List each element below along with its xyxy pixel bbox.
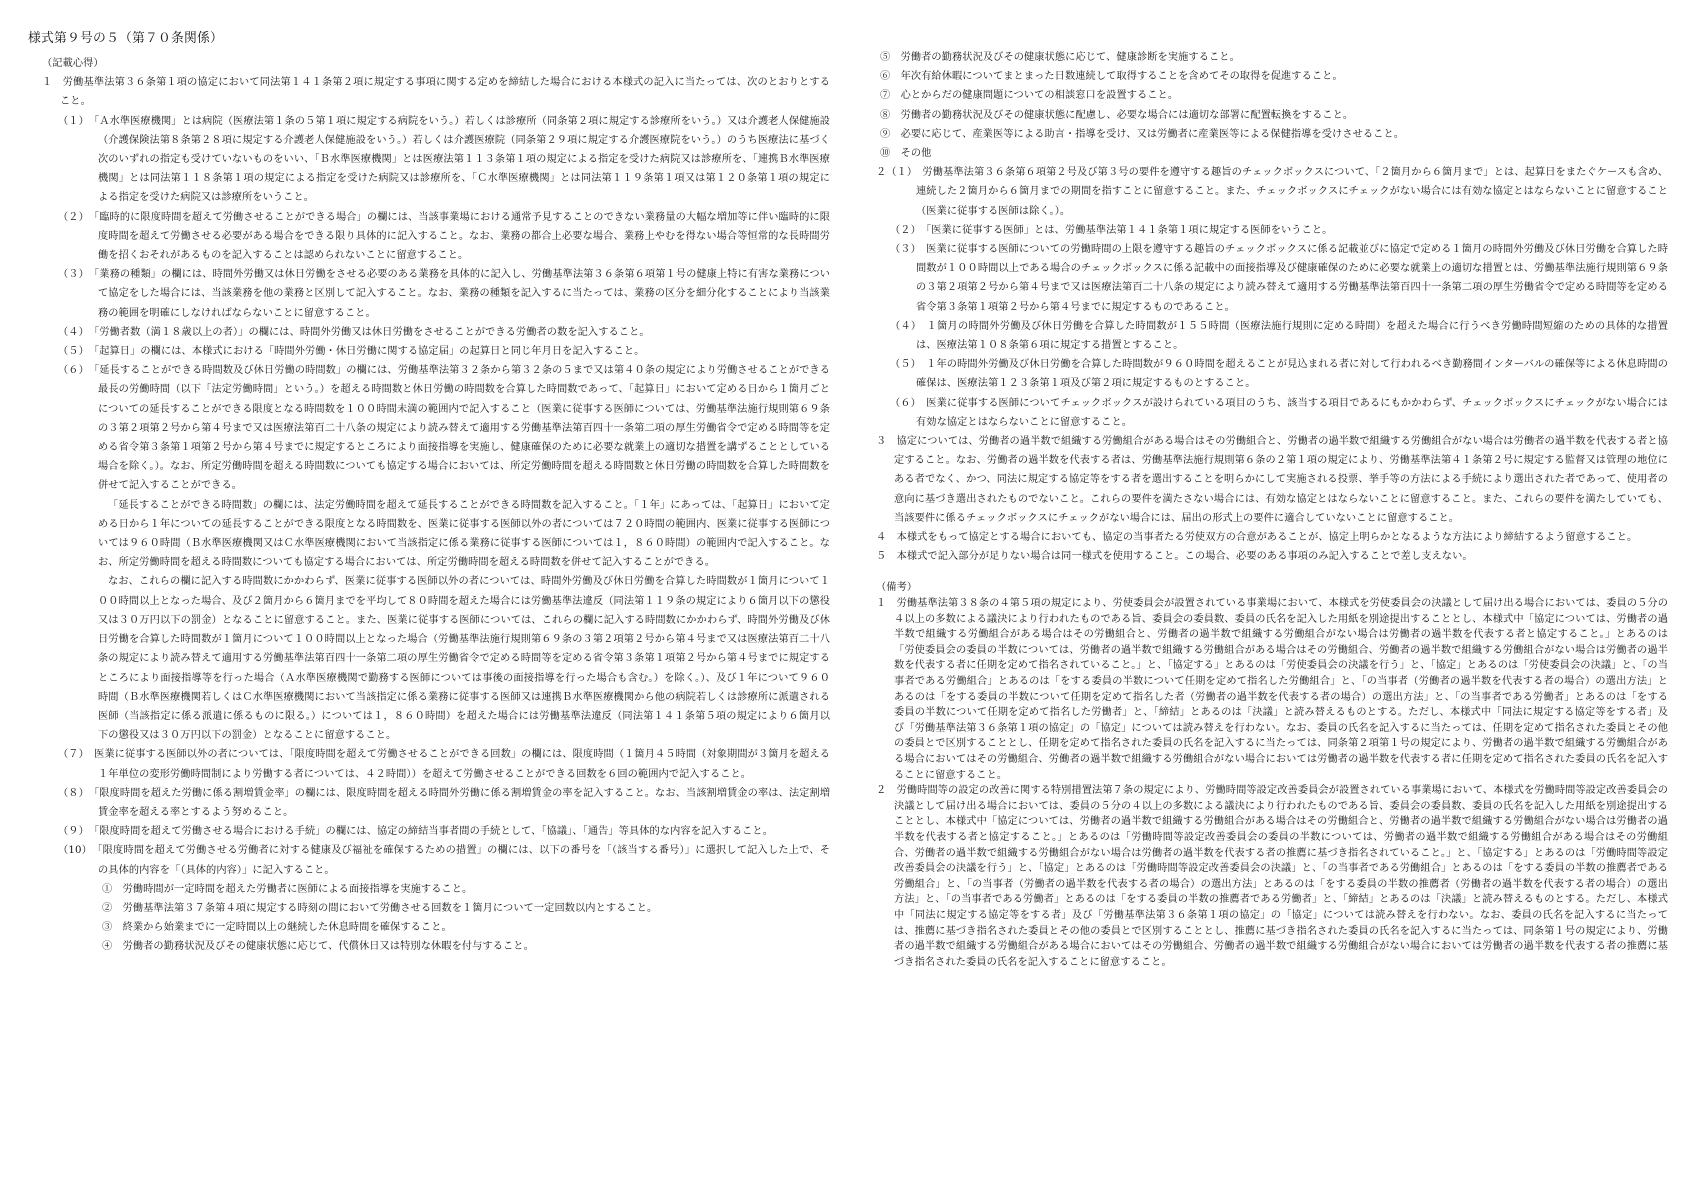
section-2-1: ２（１） 労働基準法第３６条第６項第２号及び第３号の要件を遵守する趣旨のチェックボックスについて、「２箇月から６箇月まで」とは、起算日をまたぐケースも含め、連続した２箇月から６箇月までの期間を指すことに留意すること。また、チェックボックスにチェックがない場合には有効な協定とはならないことに留意すること（医業に従事する医師は除く。）。	[876, 167, 1668, 217]
note-2: ２ 労働時間等の設定の改善に関する特別措置法第７条の規定により、労働時間等設定改善委員会が設置されている事業場において、本様式を労働時間等設定改善委員会の決議として届け出る場合においては、委員の５分の４以上の多数による議決により行われたものである旨、委員会の委員数、委員の氏名を記入した用紙を別途提出することとし、本様式中「協定については、労働者の過半数で組織する労働組合がある場合はその労働組合と、労働者の過半数で組織する労働組合がない場合は労働者の過半数を代表する者と協定すること。」とあるのは「労働時間等設定改善委員会の委員の半数については、労働者の過半数で組織する労働組合がある場合はその労働組合、労働者の過半数で組織する労働組合がない場合は労働者の過半数を代表する者の推薦に基づき指名されていること。」と、「協定する」とあるのは「労働時間等設定改善委員会の決議を行う」と、「協定」とあるのは「労働時間等設定改善委員会の決議」と、「の当事者である労働組合」とあるのは「をする委員の半数の推薦者である労働組合」と、「の当事者（労働者の過半数を代表する者の場合）の選出方法」とあるのは「をする委員の半数の推薦者（労働者の過半数を代表する者の場合）の選出方法」と、「の当事者である労働者」とあるのは「をする委員の半数の推薦者である労働者」と、「締結」とあるのは「決議」と読み替えるものとする。ただし、本様式中「同法に規定する協定等をする者」及び「労働基準法第３６条第１項の協定」の「協定」については読み替えを行わない。なお、委員の氏名を記入するに当たっては、推薦に基づき指名された委員とその他の委員とで区別することとし、推薦に基づき指名された委員の氏名を記入するに当たっては、同条第１号の規定により、労働者の過半数で組織する労働組合がある場合においてはその労働組合、労働者の過半数で組織する労働組合がない場合においては労働者の過半数を代表する者の推薦に基づき指名された委員の氏名を記入することに留意すること。	[876, 785, 1668, 968]
section-1: １ 労働基準法第３６条第１項の協定において同法第１４１条第２項に規定する事項に関する定めを締結した場合における本様式の記入に当たっては、次のとおりとすること。	[42, 77, 830, 108]
section-2-5: （５） １年の時間外労働及び休日労働を合算した時間数が９６０時間を超えることが見込まれる者に対して行われるべき勤務間インターバルの確保等による休息時間の確保は、医療法第１２３条第１項及び第２項に規定するものとすること。	[890, 359, 1668, 390]
section-1-6-paragraph-3: なお、これらの欄に記入する時間数にかかわらず、医業に従事する医師以外の者については、時間外労働及び休日労働を合算した時間数が１箇月について１００時間以上となった場合、及び２箇月から６箇月までを平均して８０時間を超えた場合には労働基準法違反（同法第１１９条の規定により６箇月以下の懲役又は３０万円以下の罰金）となることに留意すること。また、医業に従事する医師については、これらの欄に記入する時間数にかかわらず、時間外労働及び休日労働を合算した時間数が１箇月について１００時間以上となった場合（労働基準法施行規則第６９条の３第２項第２号から第４号まで又は医療法第百二十八条の規定により読み替えて適用する労働基準法第百四十一条第二項の厚生労働省令で定める時間等を定める省令第３条第１項第２号から第４号までに規定するところにより面接指導等を行った場合（Ａ水準医療機関で勤務する医師については事後の面接指導を行った場合も含む。）を除く。）、及び１年について９６０時間（Ｂ水準医療機関若しくはＣ水準医療機関において当該指定に係る業務に従事する医師又は連携Ｂ水準医療機関から他の病院若しくは診療所に派遣される医師（当該指定に係る派遣に係るものに限る。）については１，８６０時間）を超えた場合には労働基準法違反（同法第１４１条第５項の規定により６箇月以下の懲役又は３０万円以下の罰金）となることに留意すること。	[98, 576, 830, 742]
section-1-3: （３） 「業務の種類」の欄には、時間外労働又は休日労働をさせる必要のある業務を具体的に記入し、労働基準法第３６条第６項第１号の健康上特に有害な業務について協定をした場合には、当該業務を他の業務と区別して記入すること。なお、業務の種類を記入するに当たっては、業務の区分を細分化することにより当該業務の範囲を明確にしなければならないことに留意すること。	[58, 269, 830, 319]
section-1-5: （５） 「起算日」の欄には、本様式における「時間外労働・休日労働に関する協定届」の起算日と同じ年月日を記入すること。	[58, 346, 645, 358]
section-1-6-paragraph-2: 「延長することができる時間数」の欄には、法定労働時間を超えて延長することができる時間数を記入すること。「１年」にあっては、「起算日」において定める日から１年についての延長することができる限度となる時間数を、医業に従事する医師以外の者については７２０時間の範囲内、医業に従事する医師については９６０時間（Ｂ水準医療機関又はＣ水準医療機関において当該指定に係る業務に従事する医師については１，８６０時間）の範囲内で記入すること。なお、所定労働時間を超える時間数についても協定する場合においては、所定労働時間を超える時間数を併せて記入することができる。	[98, 499, 830, 569]
section-2-3: （３） 医業に従事する医師についての労働時間の上限を遵守する趣旨のチェックボックスに係る記載並びに協定で定める１箇月の時間外労働及び休日労働を合算した時間数が１００時間以上である場合のチェックボックスに係る記載中の面接指導及び健康確保のために必要な就業上の適切な措置とは、労働基準法施行規則第６９条の３第２項第２号から第４号まで又は医療法第百二十八条の規定により読み替えて適用する労働基準法第百四十一条第二項の厚生労働省令で定める時間等を定める省令第３条第１項第２号から第４号までに規定するものであること。	[890, 244, 1668, 313]
measure-item-6: ⑥ 年次有給休暇についてまとまった日数連続して取得することを含めてその取得を促進すること。	[880, 71, 1343, 83]
section-1-1: （１） 「Ａ水準医療機関」とは病院（医療法第１条の５第１項に規定する病院をいう。）若しくは診療所（同条第２項に規定する診療所をいう。）又は介護老人保健施設（介護保険法第８条第２８項に規定する介護老人保健施設をいう。）若しくは介護医療院（同条第２９項に規定する介護医療院をいう。）のうち医療法に基づく次のいずれの指定も受けていないものをいい、「Ｂ水準医療機関」とは医療法第１１３条第１項の規定による指定を受けた病院又は診療所を、「連携Ｂ水準医療機関」とは同法第１１８条第１項の規定による指定を受けた病院又は診療所を、「Ｃ水準医療機関」とは同法第１１９条第１項又は第１２０条第１項の規定による指定を受けた病院又は診療所をいうこと。	[58, 115, 830, 204]
section-4: ４ 本様式をもって協定とする場合においても、協定の当事者たる労使双方の合意があることが、協定上明らかとなるような方法により締結するよう留意すること。	[876, 532, 1638, 544]
section-1-8: （８） 「限度時間を超えた労働に係る割増賃金率」の欄には、限度時間を超える時間外労働に係る割増賃金の率を記入すること。なお、当該割増賃金の率は、法定割増賃金率を超える率とするよう努めること。	[58, 787, 830, 818]
form-title: 様式第９号の５（第７０条関係）	[28, 31, 223, 46]
measure-item-2: ② 労働基準法第３７条第４項に規定する時刻の間において労働させる回数を１箇月について一定回数以内とすること。	[102, 902, 658, 914]
section-1-7: （７） 医業に従事する医師以外の者については、「限度時間を超えて労働させることができる回数」の欄には、限度時間（１箇月４５時間（対象期間が３箇月を超える１年単位の変形労働時間制により労働する者については、４２時間））を超えて労働させることができる回数を６回の範囲内で記入すること。	[58, 749, 830, 780]
section-2-4: （４） １箇月の時間外労働及び休日労働を合算した時間数が１５５時間（医療法施行規則に定める時間）を超えた場合に行うべき労働時間短縮のための具体的な措置は、医療法第１０８条第６項に規定する措置とすること。	[890, 320, 1668, 352]
section-5: ５ 本様式で記入部分が足りない場合は同一様式を使用すること。この場合、必要のある事項のみ記入することで差し支えない。	[876, 551, 1473, 563]
section-1-10: （10） 「限度時間を超えて労働させる労働者に対する健康及び福祉を確保するための措置」の欄には、以下の番号を「（該当する番号）」に選択して記入した上で、その具体的内容を「（具体的内容）」に記入すること。	[58, 845, 830, 876]
section-2-2: （２） 「医業に従事する医師」とは、労働基準法第１４１条第１項に規定する医師をいうこと。	[890, 224, 1333, 236]
section-1-2: （２） 「臨時的に限度時間を超えて労働させることができる場合」の欄には、当該事業場における通常予見することのできない業務量の大幅な増加等に伴い臨時的に限度時間を超えて労働させる必要がある場合をできる限り具体的に記入すること。なお、業務の都合上必要な場合、業務上やむを得ない場合等恒常的な長時間労働を招くおそれがあるものを記入することは認められないことに留意すること。	[58, 211, 830, 262]
left-column	[42, 54, 830, 957]
section-1-9: （９） 「限度時間を超えて労働させる場合における手続」の欄には、協定の締結当事者間の手続として、「協議」、「通告」等具体的な内容を記入すること。	[58, 826, 773, 838]
measure-item-10: ⑩ その他	[880, 148, 932, 160]
section-2-6: （６） 医業に従事する医師についてチェックボックスが設けられている項目のうち、該当する項目であるにもかかわらず、チェックボックスにチェックがない場合には有効な協定とはならないことに留意すること。	[890, 397, 1668, 428]
instructions-heading: （記載心得）	[42, 58, 104, 69]
note-1: １ 労働基準法第３８条の４第５項の規定により、労使委員会が設置されている事業場において、本様式を労使委員会の決議として届け出る場合においては、委員の５分の４以上の多数による議決により行われたものである旨、委員会の委員数、委員の氏名を記入した用紙を別途提出することとし、本様式中「協定については、労働者の過半数で組織する労働組合がある場合はその労働組合と、労働者の過半数で組織する労働組合がない場合は労働者の過半数を代表する者と協定すること。」とあるのは「労使委員会の委員の半数については、労働者の過半数で組織する労働組合がある場合はその労働組合、労働者の過半数で組織する労働組合がない場合は労働者の過半数を代表する者に任期を定めて指名されていること。」と、「協定する」とあるのは「労使委員会の決議を行う」と、「協定」とあるのは「労使委員会の決議」と、「の当事者である労働組合」とあるのは「をする委員の半数について任期を定めて指名した労働組合」と、「の当事者（労働者の過半数を代表する者の場合）の選出方法」とあるのは「をする委員の半数について任期を定めて指名した者（労働者の過半数を代表する者の場合）の選出方法」と、「の当事者である労働者」とあるのは「をする委員の半数について任期を定めて指名した労働者」と、「締結」とあるのは「決議」と読み替えるものとする。ただし、本様式中「同法に規定する協定等をする者」及び「労働基準法第３６条第１項の協定」の「協定」については読み替えを行わない。なお、委員の氏名を記入するに当たっては、任期を定めて指名された委員とその他の委員とで区別することとし、任期を定めて指名された委員の氏名を記入するに当たっては、同条第２項第１号の規定により、労働者の過半数で組織する労働組合がある場合においてはその労働組合、労働者の過半数で組織する労働組合がない場合においては労働者の過半数を代表する者に任期を定めて指名された委員の氏名を記入することに留意すること。	[876, 598, 1668, 781]
measure-item-7: ⑦ 心とからだの健康問題についての相談窓口を設置すること。	[880, 90, 1179, 102]
section-1-6: （６） 「延長することができる時間数及び休日労働の時間数」の欄には、労働基準法第３２条から第３２条の５まで又は第４０条の規定により労働させることができる最長の労働時間（以下「法定労働時間」という。）を超える時間数と休日労働の時間数を合算した時間数であって、「起算日」において定める日から１箇月ごとについての延長することができる限度となる時間数を１００時間未満の範囲内で記入すること（医業に従事する医師については、労働基準法施行規則第６９条の３第２項第２号から第４号まで又は医療法第百二十八条の規定により読み替えて適用する労働基準法第百四十一条第二項の厚生労働省令で定める時間等を定める省令第３条第１項第２号から第４号までに規定するところにより面接指導を実施し、健康確保のために必要な就業上の適切な措置を講ずることとしている場合を除く。）。なお、所定労働時間を超える時間数についても協定する場合においては、所定労働時間を超える時間数と休日労働の時間数を合算した時間数を併せて記入することができる。	[58, 365, 830, 492]
measure-item-3: ③ 終業から始業までに一定時間以上の継続した休息時間を確保すること。	[102, 922, 452, 934]
measure-item-8: ⑧ 労働者の勤務状況及びその健康状態に配慮し、必要な場合には適切な部署に配置転換をすること。	[880, 109, 1354, 121]
notes-block	[876, 580, 1668, 970]
measure-item-4: ④ 労働者の勤務状況及びその健康状態に応じて、代償休日又は特別な休暇を付与すること。	[102, 941, 534, 953]
measure-item-9: ⑨ 必要に応じて、産業医等による助言・指導を受け、又は労働者に産業医等による保健指導を受けさせること。	[880, 128, 1405, 140]
measure-item-1: ① 労働時間が一定時間を超えた労働者に医師による面接指導を実施すること。	[102, 883, 473, 895]
measure-item-5: ⑤ 労働者の勤務状況及びその健康状態に応じて、健康診断を実施すること。	[880, 52, 1240, 63]
document-page	[28, 22, 1670, 1167]
notes-heading: （備考）	[876, 582, 918, 594]
right-column	[876, 48, 1668, 970]
section-1-4: （４） 「労働者数（満１８歳以上の者）」の欄には、時間外労働又は休日労働をさせることができる労働者の数を記入すること。	[58, 326, 650, 338]
section-3: ３ 協定については、労働者の過半数で組織する労働組合がある場合はその労働組合と、労働者の過半数で組織する労働組合がない場合は労働者の過半数を代表する者と協定すること。なお、労働者の過半数を代表する者は、労働基準法施行規則第６条の２第１項の規定により、労働基準法第４１条第２号に規定する監督又は管理の地位にある者でなく、かつ、同法に規定する協定等をする者を選出することを明らかにして実施される投票、挙手等の方法による手続により選出された者であって、使用者の意向に基づき選出されたものでないこと。これらの要件を満たさない場合には、有効な協定とはならないことに留意すること。また、これらの要件を満たしていても、当該要件に係るチェックボックスにチェックがない場合には、届出の形式上の要件に適合していないことに留意すること。	[876, 436, 1668, 524]
